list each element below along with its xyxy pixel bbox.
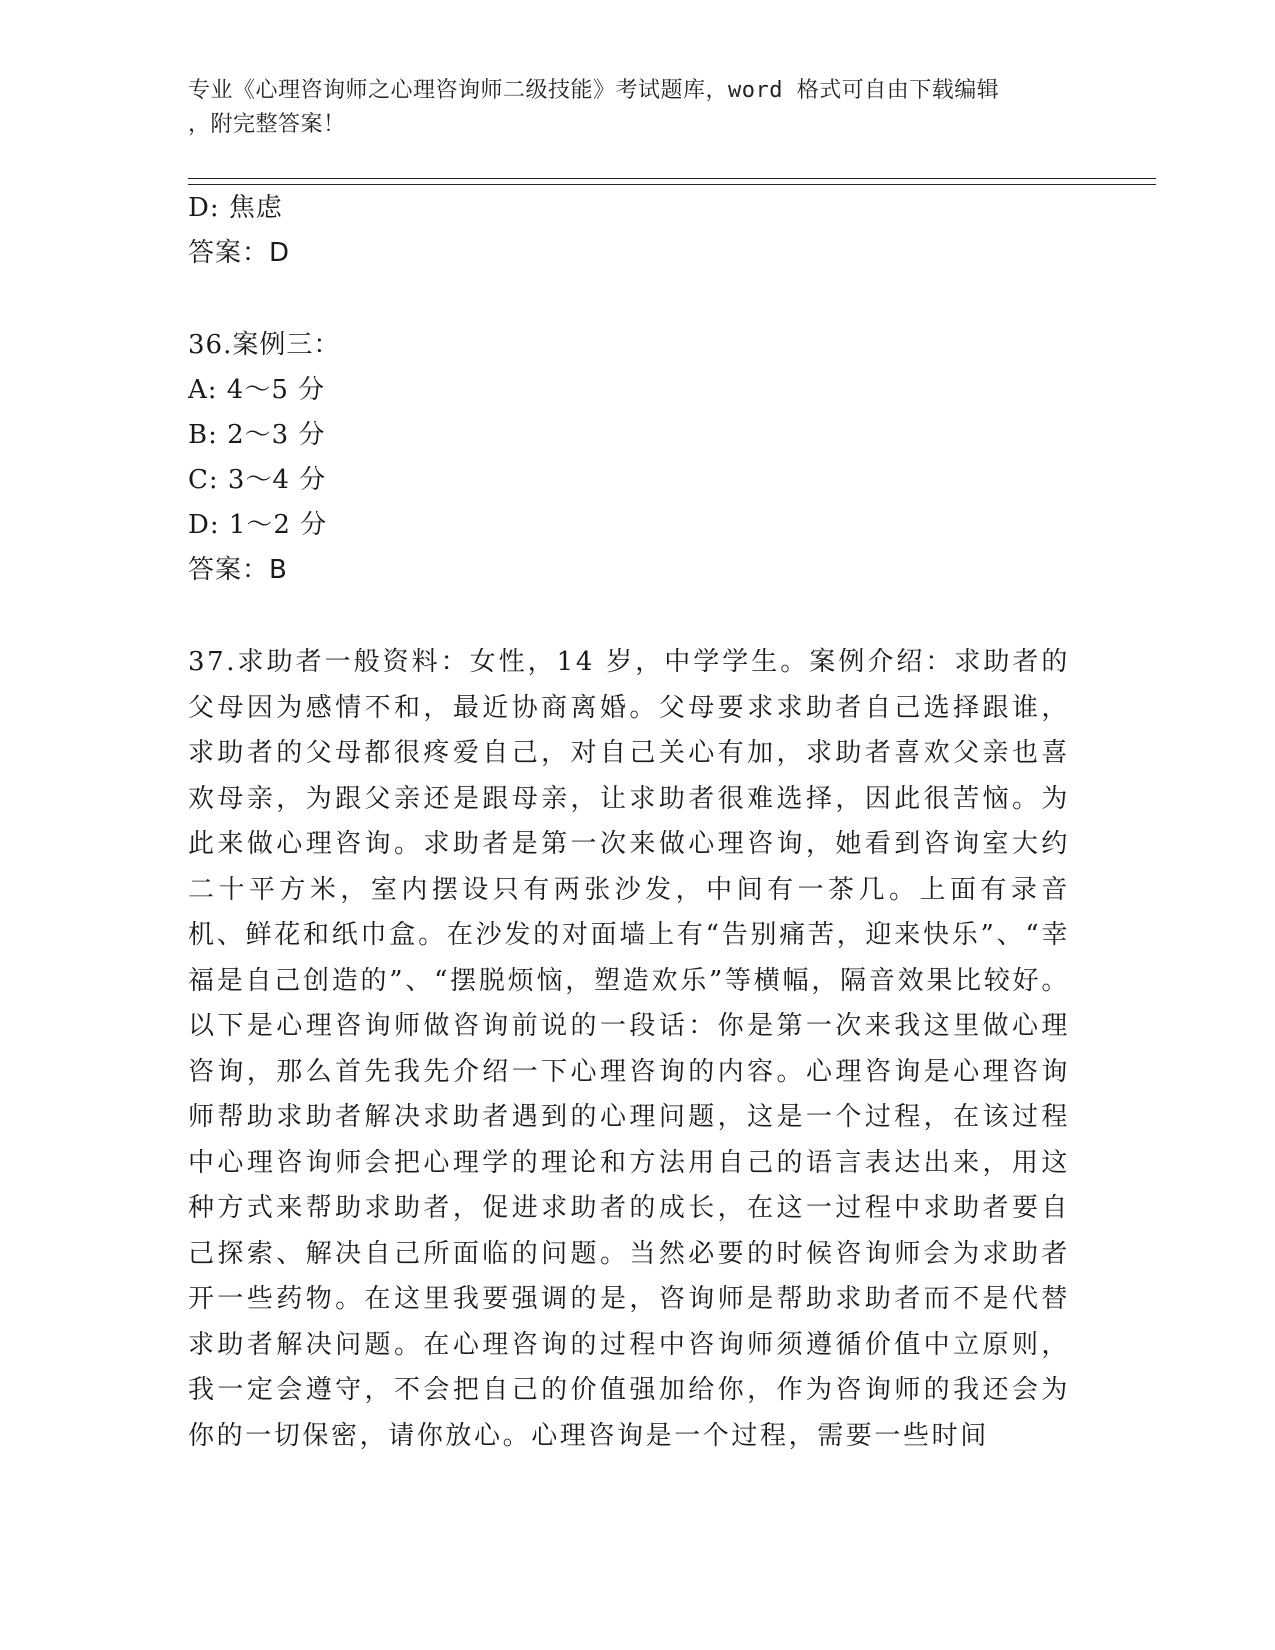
- header-line-2: ，附完整答案！: [188, 112, 346, 137]
- spacer: [188, 593, 1088, 640]
- header-divider-bottom: [188, 184, 1156, 185]
- header-line-1: 专业《心理咨询师之心理咨询师二级技能》考试题库，word 格式可自由下载编辑: [188, 78, 1000, 103]
- page-header: [188, 74, 1068, 142]
- document-body: [188, 186, 1088, 1459]
- spacer: [188, 276, 1088, 323]
- q36-option-c: C: 3～4 分: [188, 465, 327, 495]
- q36-option-a: A: 4～5 分: [188, 375, 326, 405]
- q35-option-d: D: 焦虑: [188, 193, 283, 223]
- header-divider-top: [188, 178, 1156, 179]
- q36-stem: 36.案例三：: [188, 330, 341, 360]
- q36-answer: 答案：B: [188, 555, 288, 585]
- q36-option-b: B: 2～3 分: [188, 420, 326, 450]
- q36-option-d: D: 1～2 分: [188, 510, 328, 540]
- q37-case-text: 37.求助者一般资料：女性，14 岁，中学学生。案例介绍：求助者的父母因为感情不和，最近协商离婚。父母要求求助者自己选择跟谁，求助者的父母都很疼爱自己，对自己关心有加，求助者喜欢父亲也喜欢母亲，为跟父亲还是跟母亲，让求助者很难选择，因此很苦恼。为此来做心理咨询。求助者是第一次来做心理咨询，她看到咨询室大约二十平方米，室内摆设只有两张沙发，中间有一茶几。上面有录音机、鲜花和纸巾盒。在沙发的对面墙上有“告别痛苦，迎来快乐”、“幸福是自己创造的”、“摆脱烦恼，塑造欢乐”等横幅，隔音效果比较好。以下是心理咨询师做咨询前说的一段话：你是第一次来我这里做心理咨询，那么首先我先介绍一下心理咨询的内容。心理咨询是心理咨询师帮助求助者解决求助者遇到的心理问题，这是一个过程，在该过程中心理咨询师会把心理学的理论和方法用自己的语言表达出来，用这种方式来帮助求助者，促进求助者的成长，在这一过程中求助者要自己探索、解决自己所面临的问题。当然必要的时候咨询师会为求助者开一些药物。在这里我要强调的是，咨询师是帮助求助者而不是代替求助者解决问题。在心理咨询的过程中咨询师须遵循价值中立原则，我一定会遵守，不会把自己的价值强加给你，作为咨询师的我还会为你的一切保密，请你放心。心理咨询是一个过程，需要一些时间: [188, 647, 1070, 1451]
- q35-answer: 答案：D: [188, 238, 291, 268]
